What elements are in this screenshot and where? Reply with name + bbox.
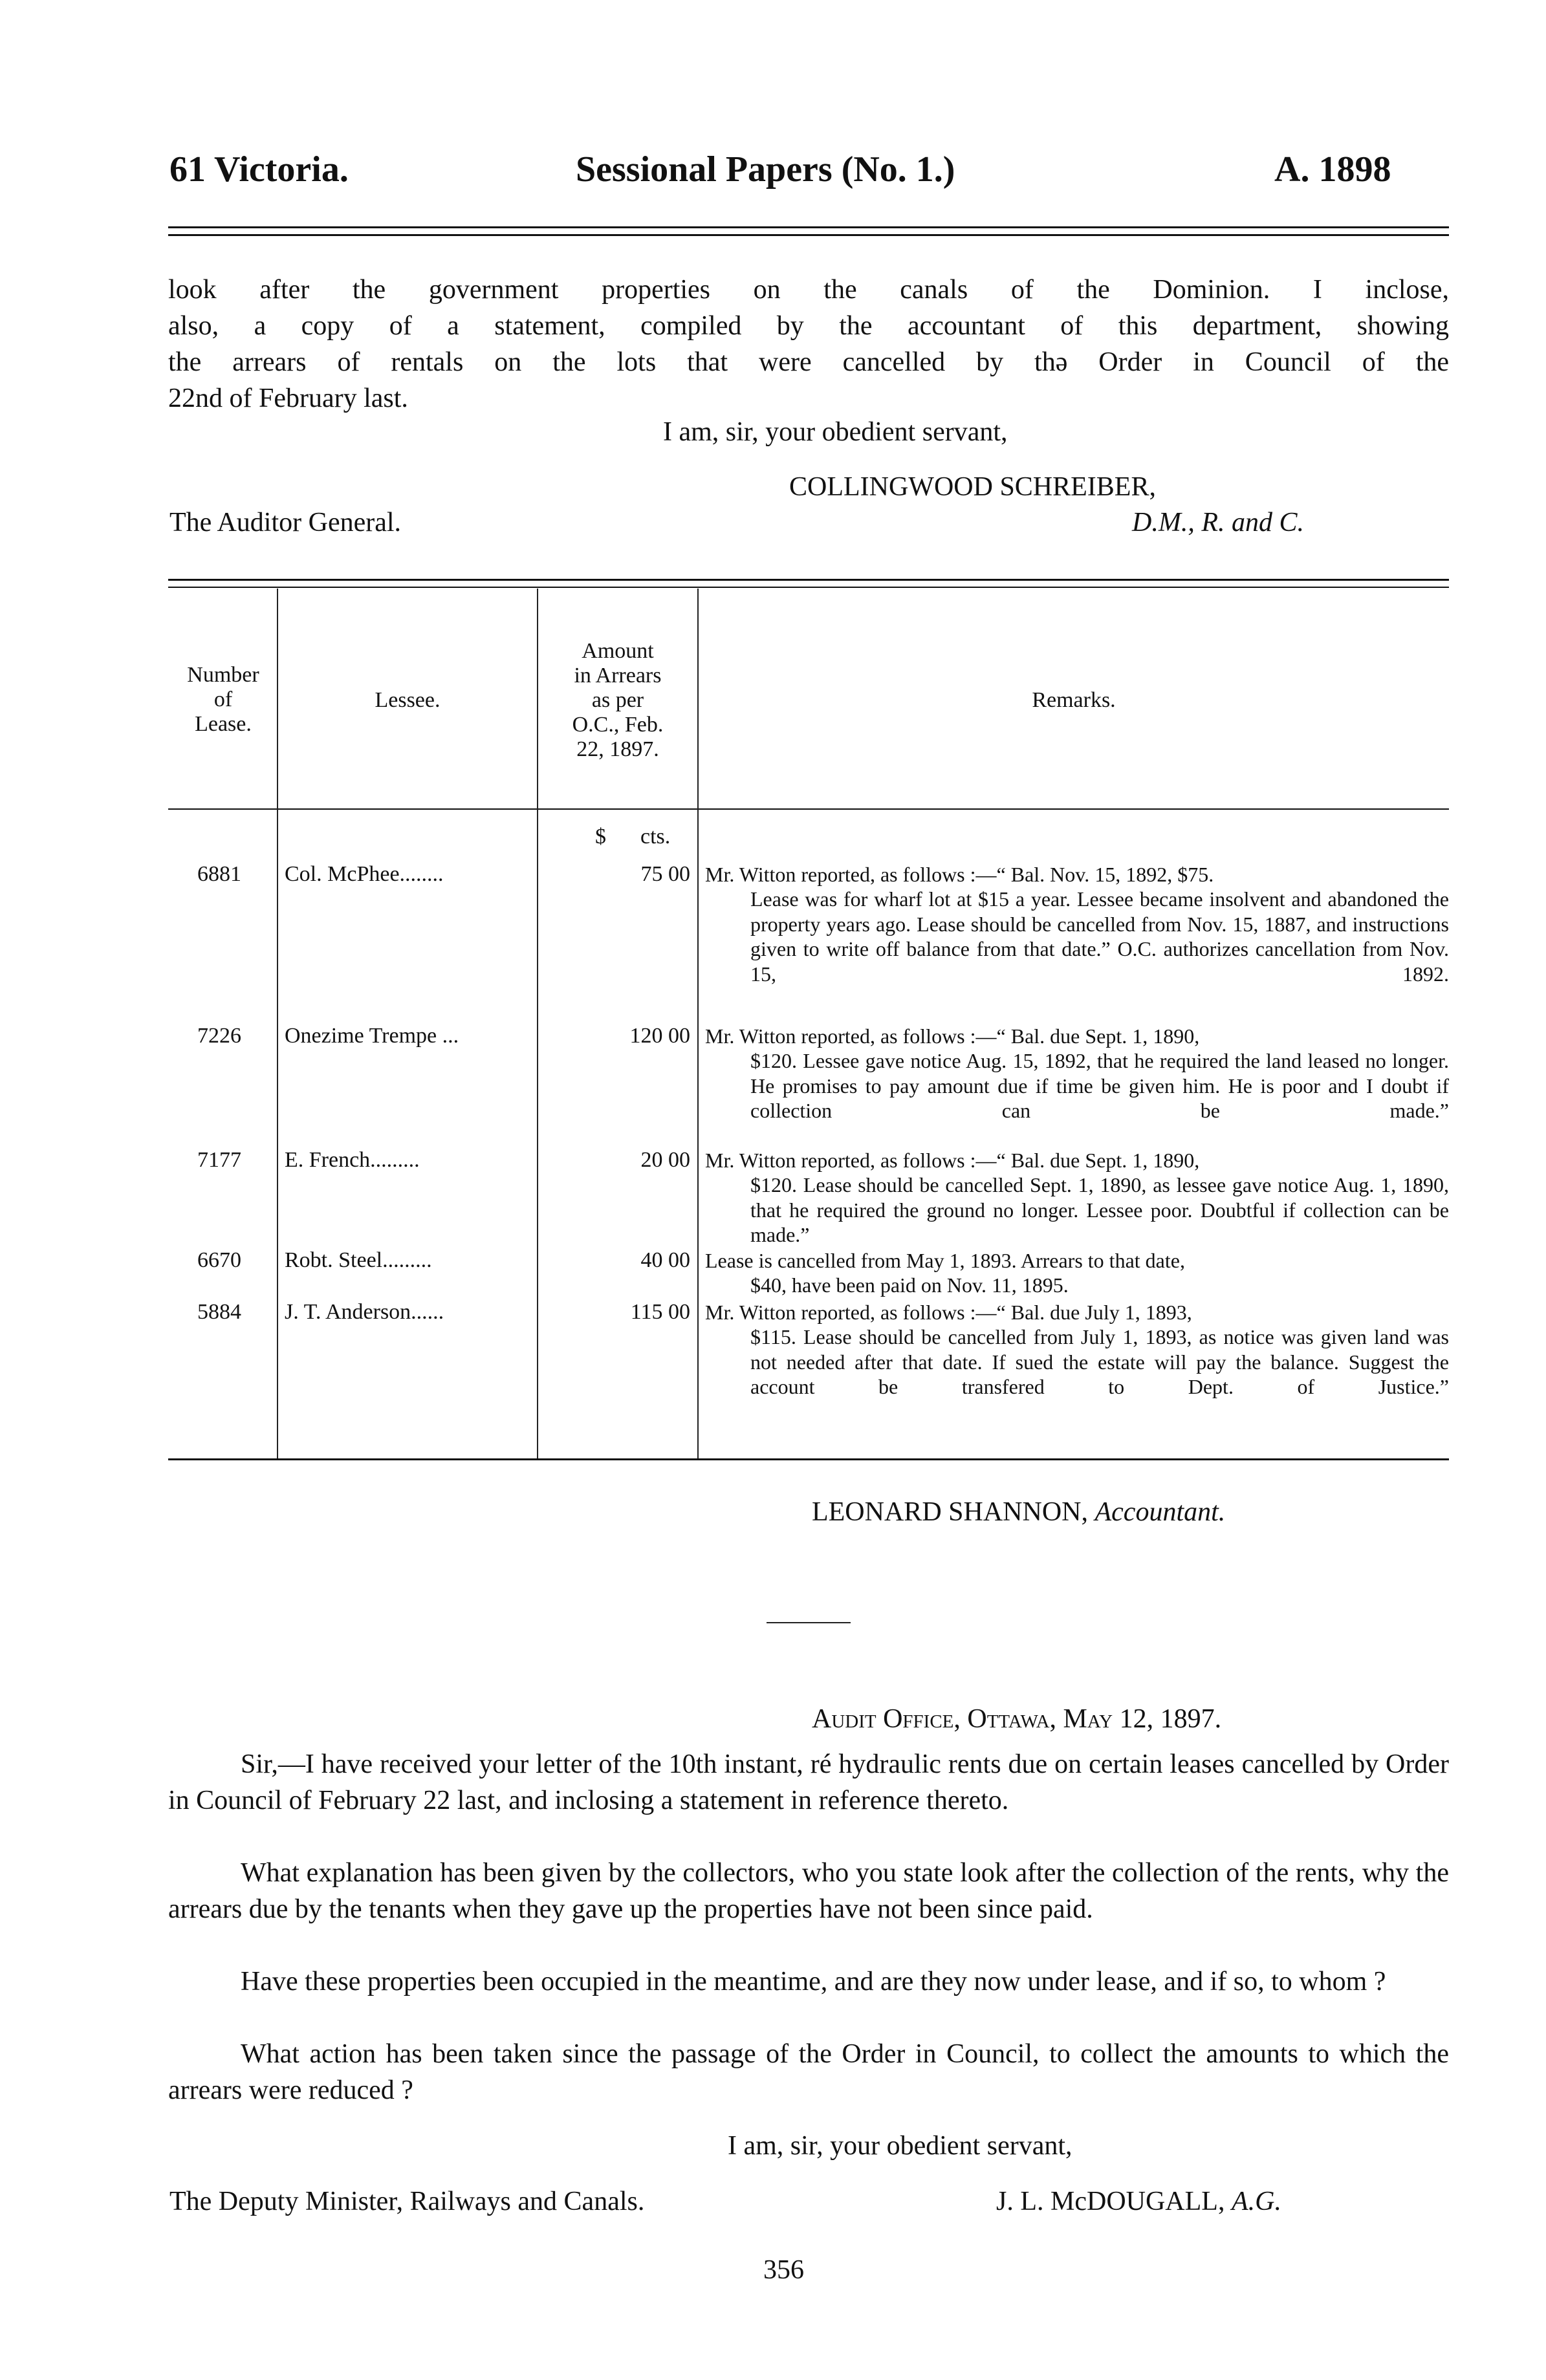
table-col-divider-1 [277,589,278,1458]
row-1-amount: 75 00 [640,862,690,886]
letter2-dateline: Audit Office, Ottawa, May 12, 1897. [812,1704,1222,1734]
unit-cents: cts. [640,825,671,849]
row-5-remarks: Mr. Witton reported, as follows :—“ Bal. due July 1, 1893, $115. Lease should be cancelled from July 1, 1893, as notice was given land was not needed after that date. If sued the estate will pay the balance. Suggest the account be transfered to Dept. of Justice.” [705,1301,1449,1399]
letter1-signature-title: D.M., R. and C. [1132,508,1304,537]
row-4-remarks: Lease is cancelled from May 1, 1893. Arrears to that date, $40, have been paid on Nov. 11, 1895. [705,1249,1185,1297]
letter2-paragraph-3: Have these properties been occupied in the meantime, and are they now under lease, and if so, to whom ? [241,1967,1386,1996]
letter2-addressee: The Deputy Minister, Railways and Canals. [169,2187,645,2216]
row-5-lessee: J. T. Anderson...... [285,1300,444,1324]
letter2-signature-title: A.G. [1231,2187,1281,2216]
row-3-lessee: E. French......... [285,1148,420,1172]
header-volume: 61 Victoria. [169,149,349,189]
header-rule-top [168,226,1449,228]
row-2-remarks: Mr. Witton reported, as follows :—“ Bal. due Sept. 1, 1890, $120. Lessee gave notice Aug. 15, 1892, that he required the land leased no longer. He promises to pay amount due if time be given him. He is poor and I doubt if collection can be made.” [705,1024,1449,1123]
letter1-line-2: also, a copy of a statement, compiled by the accountant of this department, showing [168,311,1449,341]
col-header-remarks: Remarks. [1032,688,1116,712]
row-5-amount: 115 00 [630,1300,690,1324]
accountant-signature [812,1494,1225,1530]
letter2-paragraph-1: Sir,—I have received your letter of the 10th instant, ré hydraulic rents due on certain leases cancelled by Order in Council of February 22 last, and inclosing a statement in reference thereto. [168,1749,1449,1815]
letter1-line-4: 22nd of February last. [168,384,408,413]
row-4-number: 6670 [197,1248,241,1272]
table-rule-top-1 [168,579,1449,581]
row-2-amount: 120 00 [629,1024,690,1048]
col-header-lessee: Lessee. [375,688,441,712]
letter1-line-3: the arrears of rentals on the lots that were cancelled by thə Order in Council of the [168,347,1449,377]
row-3-remarks: Mr. Witton reported, as follows :—“ Bal. due Sept. 1, 1890, $120. Lease should be cancelled Sept. 1, 1890, as lessee gave notice Aug. 1, 1890, that he required the ground no longer. Lessee poor. Doubtful if collection can be made.” [705,1149,1449,1247]
unit-dollars: $ [595,825,606,849]
accountant-name: LEONARD SHANNON, [812,1497,1088,1527]
row-1-number: 6881 [197,862,241,886]
row-1-lessee: Col. McPhee........ [285,862,444,886]
table-col-divider-3 [697,589,699,1458]
row-3-number: 7177 [197,1148,241,1172]
letter1-signature: COLLINGWOOD SCHREIBER, [789,472,1156,502]
accountant-title: Accountant. [1094,1497,1226,1527]
letter1-addressee: The Auditor General. [169,508,402,537]
section-separator [767,1622,851,1623]
row-3-amount: 20 00 [640,1148,690,1172]
header-rule-bottom [168,234,1449,236]
header-year: A. 1898 [1274,149,1391,189]
row-2-number: 7226 [197,1024,241,1048]
header-title: Sessional Papers (No. 1.) [576,149,955,189]
letter2-signature-name: J. L. McDOUGALL, [996,2187,1225,2216]
letter1-closing: I am, sir, your obedient servant, [663,417,1008,447]
letter2-closing: I am, sir, your obedient servant, [728,2131,1072,2161]
row-4-lessee: Robt. Steel......... [285,1248,432,1272]
row-2-lessee: Onezime Trempe ... [285,1024,459,1048]
letter2-paragraph-2: What explanation has been given by the collectors, who you state look after the collection of the rents, why the arrears due by the tenants when they gave up the properties have not been since paid. [168,1858,1449,1924]
table-rule-top-2 [168,587,1449,588]
table-rule-bottom [168,1458,1449,1460]
page-number: 356 [763,2255,804,2285]
letter2-signature [996,2183,1281,2220]
table-rule-header [168,808,1449,810]
col-header-number: Number of Lease. [187,663,259,736]
letter1-line-1: look after the government properties on the canals of the Dominion. I inclose, [168,275,1449,305]
letter2-paragraph-4: What action has been taken since the passage of the Order in Council, to collect the amounts to which the arrears were reduced ? [168,2039,1449,2105]
row-1-remarks: Mr. Witton reported, as follows :—“ Bal. Nov. 15, 1892, $75. Lease was for wharf lot at $15 a year. Lessee became insolvent and abandoned the property years ago. Lease should be cancelled from Nov. 15, 1887, and instructions given to write off balance from that date.” O.C. authorizes cancellation from Nov. 15, 1892. [705,863,1449,986]
col-header-amount: Amount in Arrears as per O.C., Feb. 22, 1897. [572,639,664,761]
row-4-amount: 40 00 [640,1248,690,1272]
row-5-number: 5884 [197,1300,241,1324]
